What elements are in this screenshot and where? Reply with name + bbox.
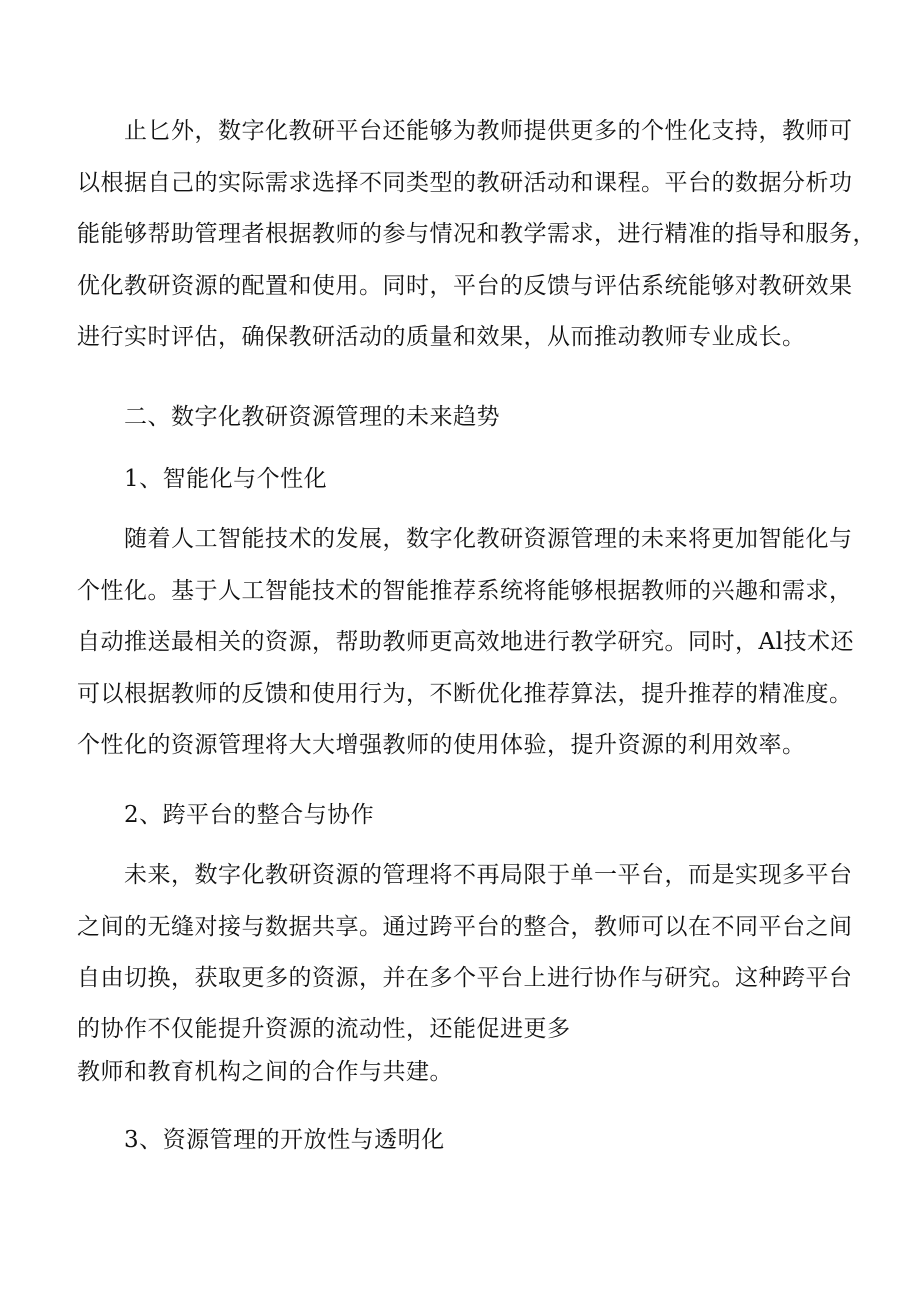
paragraph-line: 止匕外，数字化教研平台还能够为教师提供更多的个性化支持，教师可 <box>124 118 853 144</box>
paragraph-line: 可以根据教师的反馈和使用行为，不断优化推荐算法，提升推荐的精准度。 <box>77 680 853 707</box>
subheading-openness-transparency: 3、资源管理的开放性与透明化 <box>124 1127 445 1153</box>
paragraph-line: 的协作不仅能提升资源的流动性，还能促进更多 <box>77 1015 571 1042</box>
paragraph-line: 自由切换，获取更多的资源，并在多个平台上进行协作与研究。这种跨平台 <box>77 965 853 991</box>
paragraph-platform-support <box>77 106 876 364</box>
section-heading-future-trends: 二、数字化教研资源管理的未来趋势 <box>124 404 500 430</box>
paragraph-line: 之间的无缝对接与数据共享。通过跨平台的整合，教师可以在不同平台之间 <box>77 913 853 940</box>
subheading-intelligent-personalized: 1、智能化与个性化 <box>124 466 328 492</box>
paragraph-line: 能能够帮助管理者根据教师的参与情况和教学需求，进行精准的指导和服务， <box>77 221 876 247</box>
paragraph-intelligent <box>77 514 854 772</box>
paragraph-line: 以根据自己的实际需求选择不同类型的教研活动和课程。平台的数据分析功 <box>77 169 853 196</box>
paragraph-line: 随着人工智能技术的发展，数字化教研资源管理的未来将更加智能化与 <box>124 526 853 552</box>
paragraph-line: 未来，数字化教研资源的管理将不再局限于单一平台，而是实现多平台 <box>124 862 853 888</box>
paragraph-line: 自动推送最相关的资源，帮助教师更高效地进行教学研究。同时，Al技术还 <box>77 629 854 655</box>
paragraph-line: 教师和教育机构之间的合作与共建。 <box>77 1058 453 1085</box>
paragraph-line: 进行实时评估，确保教研活动的质量和效果，从而推动教师专业成长。 <box>77 324 806 350</box>
paragraph-line: 个性化的资源管理将大大增强教师的使用体验，提升资源的利用效率。 <box>77 732 806 758</box>
paragraph-cross-platform <box>77 850 853 1091</box>
paragraph-line: 优化教研资源的配置和使用。同时，平台的反馈与评估系统能够对教研效果 <box>77 272 853 299</box>
subheading-cross-platform: 2、跨平台的整合与协作 <box>124 802 375 828</box>
paragraph-line: 个性化。基于人工智能技术的智能推荐系统将能够根据教师的兴趣和需求， <box>77 577 853 604</box>
